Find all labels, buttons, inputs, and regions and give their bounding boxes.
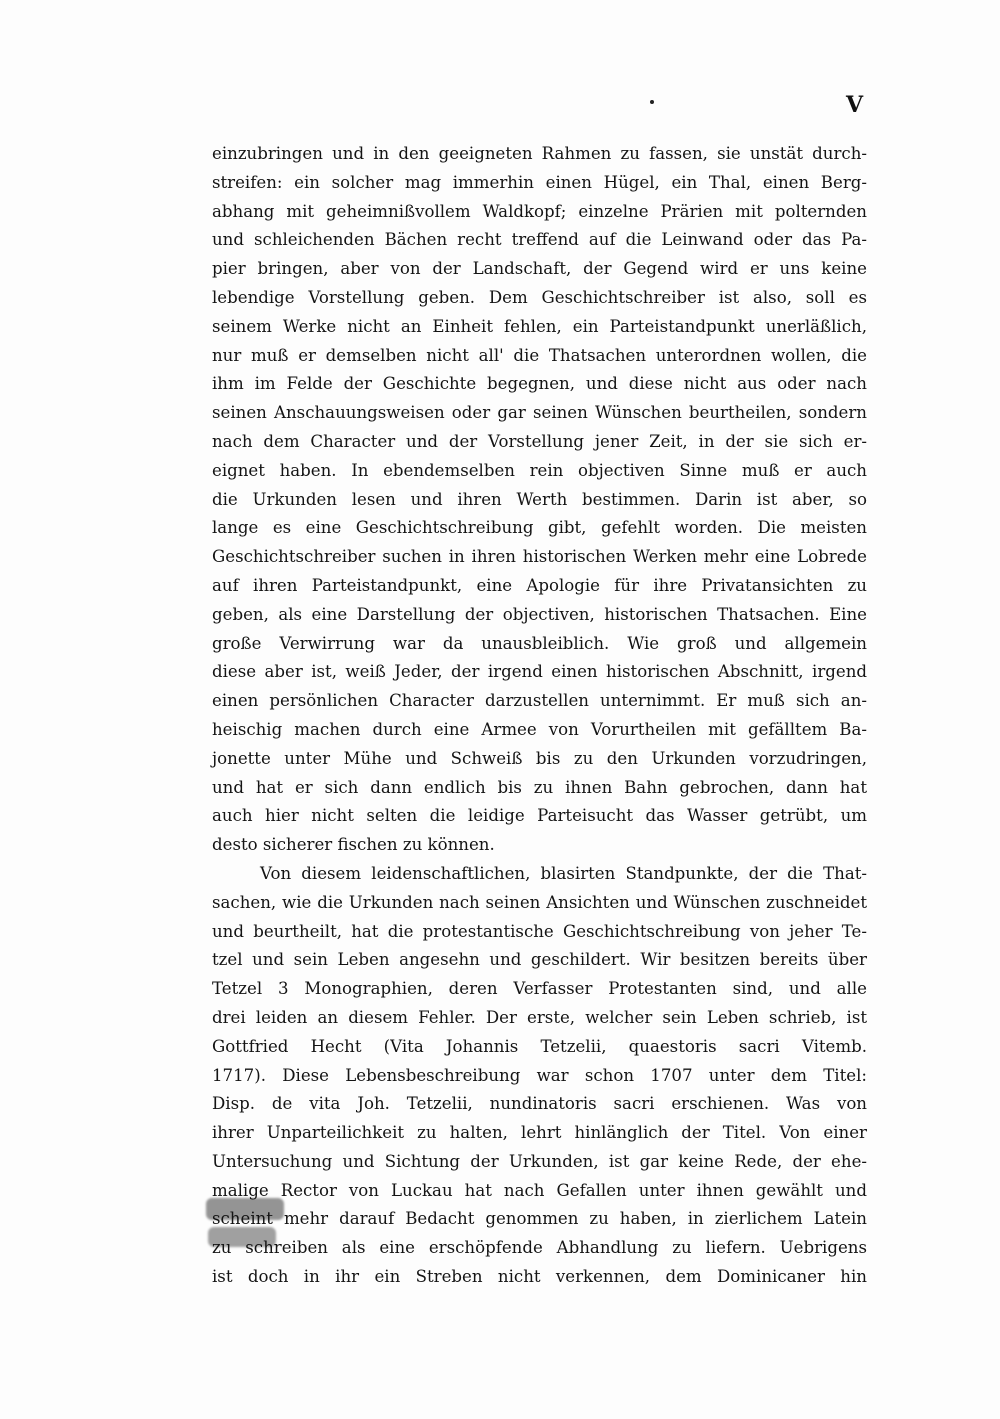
text-line: zu schreiben als eine erschöpfende Abhandlung zu liefern. Uebrigens — [212, 1238, 867, 1258]
text-line: einzubringen und in den geeigneten Rahmen zu fassen, sie unstät durch- — [212, 144, 867, 163]
text-line: abhang mit geheimnißvollem Waldkopf; einzelne Prärien mit polternden — [212, 201, 867, 221]
text-line: pier bringen, aber von der Landschaft, der Gegend wird er uns keine — [212, 259, 867, 279]
text-line: jonette unter Mühe und Schweiß bis zu den Urkunden vorzudringen, — [212, 748, 867, 768]
text-line: lebendige Vorstellung geben. Dem Geschichtschreiber ist also, soll es — [212, 287, 867, 307]
text-line: heischig machen durch eine Armee von Vorurtheilen mit gefälltem Ba- — [212, 719, 867, 739]
text-line: und beurtheilt, hat die protestantische Geschichtschreibung von jeher Te- — [212, 921, 867, 941]
text-line: Gottfried Hecht (Vita Johannis Tetzelii, quaestoris sacri Vitemb. — [212, 1036, 867, 1056]
text-line: ihrer Unparteilichkeit zu halten, lehrt hinlänglich der Titel. Von einer — [212, 1123, 867, 1143]
page-number: V — [846, 92, 864, 118]
text-line: seinem Werke nicht an Einheit fehlen, ein Parteistandpunkt unerläßlich, — [212, 316, 867, 336]
ink-smear — [208, 1227, 276, 1247]
text-line: ihm im Felde der Geschichte begegnen, und diese nicht aus oder nach — [212, 374, 867, 394]
text-line: drei leiden an diesem Fehler. Der erste, welcher sein Leben schrieb, ist — [212, 1007, 867, 1027]
text-line: die Urkunden lesen und ihren Werth bestimmen. Darin ist aber, so — [212, 489, 867, 509]
text-line: Untersuchung und Sichtung der Urkunden, ist gar keine Rede, der ehe- — [212, 1151, 867, 1171]
text-line: auch hier nicht selten die leidige Parteisucht das Wasser getrübt, um — [212, 806, 867, 826]
text-line: einen persönlichen Character darzustellen unternimmt. Er muß sich an- — [212, 691, 867, 711]
text-line: geben, als eine Darstellung der objectiven, historischen Thatsachen. Eine — [212, 604, 867, 624]
text-line: nach dem Character und der Vorstellung jener Zeit, in der sie sich er- — [212, 431, 867, 451]
text-line: malige Rector von Luckau hat nach Gefallen unter ihnen gewählt und — [212, 1180, 867, 1200]
body-text — [212, 140, 867, 1292]
text-line: seinen Anschauungsweisen oder gar seinen Wünschen beurtheilen, sondern — [212, 403, 867, 423]
text-line: und schleichenden Bächen recht treffend auf die Leinwand oder das Pa- — [212, 230, 867, 250]
text-line: auf ihren Parteistandpunkt, eine Apologie für ihre Privatansichten zu — [212, 575, 867, 595]
text-line: lange es eine Geschichtschreibung gibt, gefehlt worden. Die meisten — [212, 518, 867, 538]
text-line: desto sicherer fischen zu können. — [212, 835, 495, 855]
text-line: Tetzel 3 Monographien, deren Verfasser Protestanten sind, und alle — [212, 979, 867, 999]
header-dot — [650, 100, 654, 104]
text-line: tzel und sein Leben angesehn und geschildert. Wir besitzen bereits über — [212, 950, 867, 970]
text-line: Von diesem leidenschaftlichen, blasirten Standpunkte, der die That- — [260, 863, 867, 883]
text-line: sachen, wie die Urkunden nach seinen Ansichten und Wünschen zuschneidet — [212, 892, 867, 912]
text-line: Disp. de vita Joh. Tetzelii, nundinatoris sacri erschienen. Was von — [212, 1094, 867, 1114]
text-line: große Verwirrung war da unausbleiblich. Wie groß und allgemein — [212, 633, 867, 653]
text-line: eignet haben. In ebendemselben rein objectiven Sinne muß er auch — [212, 460, 867, 480]
ink-smear — [206, 1198, 284, 1220]
text-line: ist doch in ihr ein Streben nicht verkennen, dem Dominicaner hin — [212, 1267, 867, 1287]
text-line: streifen: ein solcher mag immerhin einen Hügel, ein Thal, einen Berg- — [212, 172, 867, 192]
text-line: 1717). Diese Lebensbeschreibung war schon 1707 unter dem Titel: — [212, 1065, 867, 1085]
text-line: und hat er sich dann endlich bis zu ihnen Bahn gebrochen, dann hat — [212, 777, 867, 797]
text-line: nur muß er demselben nicht all' die Thatsachen unterordnen wollen, die — [212, 345, 867, 365]
text-line: scheint mehr darauf Bedacht genommen zu haben, in zierlichem Latein — [212, 1209, 867, 1229]
text-line: Geschichtschreiber suchen in ihren historischen Werken mehr eine Lobrede — [212, 547, 867, 567]
text-line: diese aber ist, weiß Jeder, der irgend einen historischen Abschnitt, irgend — [212, 662, 867, 682]
